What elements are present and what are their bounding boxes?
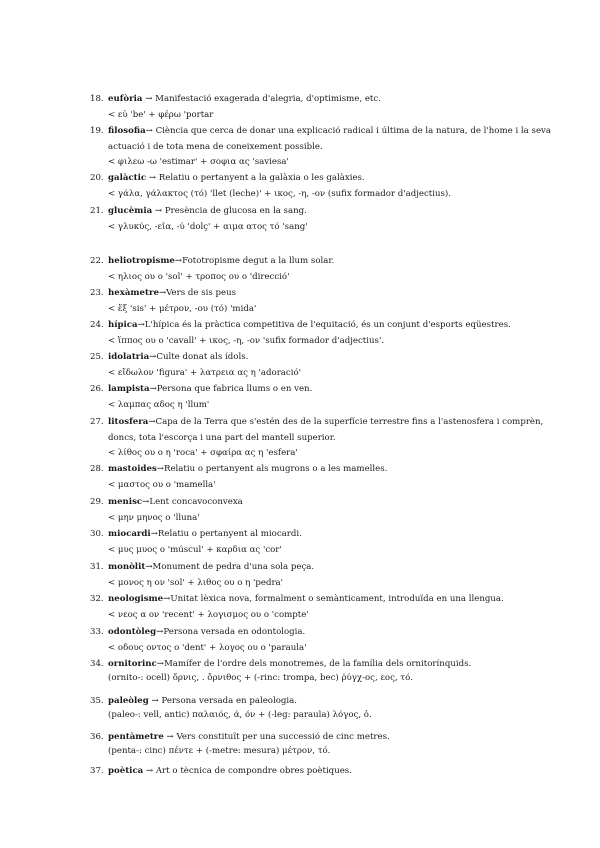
entry-term: menisc bbox=[108, 497, 143, 507]
entry-definition: → Art o tècnica de compondre obres poètiques. bbox=[143, 766, 352, 776]
entry-definition-line bbox=[108, 350, 560, 366]
entry-definition: →Relatiu o pertanyent al miocardi. bbox=[150, 529, 302, 539]
entry-body bbox=[108, 318, 560, 349]
entry-definition: →Persona que fabrica llums o en ven. bbox=[149, 384, 313, 394]
entry-definition-line bbox=[108, 592, 560, 608]
entry-number: 34. bbox=[90, 659, 104, 669]
glossary-entry bbox=[90, 730, 560, 757]
entry-term: heliotropisme bbox=[108, 256, 175, 266]
entry-etymology: (ornito-: ocell) ὄρνις, . ὄρνιθος + (-rinc: trompa, bec) ῥύγχ-ος, εος, τό. bbox=[108, 672, 414, 683]
entry-term: neologisme bbox=[108, 594, 164, 604]
entry-number: 31. bbox=[90, 562, 104, 572]
entry-body bbox=[108, 625, 560, 656]
entry-definition-line bbox=[108, 254, 560, 270]
glossary-entry bbox=[90, 286, 560, 317]
entry-body bbox=[108, 527, 560, 558]
glossary-entry bbox=[90, 171, 560, 202]
entry-number: 23. bbox=[90, 288, 104, 298]
entry-term: galàctic bbox=[108, 173, 147, 183]
entry-number: 28. bbox=[90, 464, 104, 474]
entry-body bbox=[108, 694, 560, 721]
entry-etymology: < γάλα, γάλακτος (τό) 'llet (leche)' + ικος, -η, -ον (sufix formador d'adjectius). bbox=[108, 188, 451, 199]
entry-etymology: < μην μηνος ο 'lluna' bbox=[108, 512, 200, 523]
entry-term: glucèmia bbox=[108, 206, 153, 216]
entry-term: litosfera bbox=[108, 417, 149, 427]
entry-term: paleòleg bbox=[108, 696, 149, 706]
entry-definition-line bbox=[108, 171, 560, 187]
glossary-entry bbox=[90, 592, 560, 623]
entry-term: monòlit bbox=[108, 562, 146, 572]
glossary-entry bbox=[90, 495, 560, 526]
entry-etymology: < εἴδωλον 'figura' + λατρεια ας η 'adoració' bbox=[108, 367, 302, 378]
entry-number: 35. bbox=[90, 696, 104, 706]
glossary-entry bbox=[90, 625, 560, 656]
entry-term: ornitorinc bbox=[108, 659, 157, 669]
entry-number: 29. bbox=[90, 497, 104, 507]
entry-definition-line bbox=[108, 204, 560, 220]
entry-number: 24. bbox=[90, 320, 104, 330]
entry-number: 32. bbox=[90, 594, 104, 604]
entry-term: pentàmetre bbox=[108, 732, 164, 742]
entry-definition-line bbox=[108, 694, 560, 710]
entry-definition-line bbox=[108, 382, 560, 398]
glossary-entry bbox=[90, 657, 560, 684]
entry-definition: → Ciència que cerca de donar una explicació radical i última de la natura, de l'home i la seva actuació i de tota mena de coneixement possible. bbox=[108, 126, 552, 152]
glossary-entry bbox=[90, 415, 560, 462]
entry-body bbox=[108, 657, 560, 684]
entry-etymology: (penta-: cinc) πέντε + (-metre: mesura) μέτρον, τό. bbox=[108, 745, 331, 756]
entry-etymology: < λαμπας αδος η 'llum' bbox=[108, 399, 210, 410]
glossary-entry bbox=[90, 462, 560, 493]
entry-term: miocardi bbox=[108, 529, 151, 539]
entry-term: odontòleg bbox=[108, 627, 157, 637]
entry-etymology: < γλυκύς, -εῖα, -ύ 'dolç' + αιμα ατος τό 'sang' bbox=[108, 221, 308, 232]
entry-body bbox=[108, 124, 560, 171]
entry-number: 36. bbox=[90, 732, 104, 742]
entry-definition: →Mamífer de l'ordre dels monotremes, de la família dels ornitorínquids. bbox=[156, 659, 472, 669]
entry-definition: → Manifestació exagerada d'alegria, d'optimisme, etc. bbox=[142, 94, 381, 104]
entry-etymology: < μαστος ου ο 'mamella' bbox=[108, 479, 216, 490]
entry-definition-line bbox=[108, 657, 560, 673]
entry-etymology: < ἵππος ου ο 'cavall' + ικος, -η, -ον 'sufix formador d'adjectius'. bbox=[108, 335, 385, 346]
entry-body bbox=[108, 382, 560, 413]
entry-definition-line bbox=[108, 462, 560, 478]
entry-definition: → Persona versada en paleologia. bbox=[148, 696, 297, 706]
entry-etymology: < ἕξ 'sis' + μέτρον, -ου (τό) 'mida' bbox=[108, 303, 257, 314]
entry-definition: → Vers constituït per una successió de cinc metres. bbox=[163, 732, 390, 742]
entry-etymology: < ηλιος ου ο 'sol' + τροπος ου ο 'direcció' bbox=[108, 271, 290, 282]
entry-number: 21. bbox=[90, 206, 104, 216]
entry-body bbox=[108, 462, 560, 493]
entry-term: idolatria bbox=[108, 352, 150, 362]
entry-term: mastoides bbox=[108, 464, 157, 474]
entry-body bbox=[108, 171, 560, 202]
entry-definition-line bbox=[108, 92, 560, 108]
entry-body bbox=[108, 730, 560, 757]
glossary-entry bbox=[90, 318, 560, 349]
entry-definition-line bbox=[108, 124, 560, 155]
glossary-entry bbox=[90, 350, 560, 381]
entry-definition: →Culte donat als ídols. bbox=[149, 352, 249, 362]
entry-etymology: < οδους οντος ο 'dent' + λογος ου ο 'paraula' bbox=[108, 642, 307, 653]
entry-definition-line bbox=[108, 560, 560, 576]
entry-etymology: (paleo-: vell, antic) παλαιός, ά, όν + (-leg: paraula) λόγος, ὁ. bbox=[108, 709, 372, 720]
entry-term: lampista bbox=[108, 384, 150, 394]
entry-number: 22. bbox=[90, 256, 104, 266]
entry-number: 20. bbox=[90, 173, 104, 183]
entry-body bbox=[108, 204, 560, 235]
entry-definition-line bbox=[108, 415, 560, 446]
entry-definition: →Persona versada en odontologia. bbox=[156, 627, 306, 637]
entry-definition: →Capa de la Terra que s'estén des de la superfície terrestre fins a l'astenosfera i comprèn, doncs, tota l'escorça i una part del mantell superior. bbox=[108, 417, 544, 443]
glossary-entry bbox=[90, 764, 560, 780]
entry-definition: →Vers de sis peus bbox=[158, 288, 237, 298]
entry-definition: →Monument de pedra d'una sola peça. bbox=[145, 562, 315, 572]
entry-body bbox=[108, 92, 560, 123]
entry-definition: →L'hípica és la pràctica competitiva de l'equitació, és un conjunt d'esports eqüestres. bbox=[137, 320, 511, 330]
entry-number: 30. bbox=[90, 529, 104, 539]
entry-definition: →Fototropisme degut a la llum solar. bbox=[174, 256, 335, 266]
entry-number: 33. bbox=[90, 627, 104, 637]
glossary-entry bbox=[90, 254, 560, 285]
entry-number: 37. bbox=[90, 766, 104, 776]
entry-etymology: < φιλεω -ω 'estimar' + σοφια ας 'saviesa' bbox=[108, 157, 289, 167]
glossary-entry bbox=[90, 382, 560, 413]
entry-definition-line bbox=[108, 764, 560, 780]
entry-body bbox=[108, 592, 560, 623]
entry-definition: →Relatiu o pertanyent als mugrons o a les mamelles. bbox=[156, 464, 388, 474]
entry-term: eufòria bbox=[108, 94, 143, 104]
glossary-entry bbox=[90, 204, 560, 235]
entry-number: 19. bbox=[90, 126, 104, 136]
entry-etymology: < μονος η ον 'sol' + λιθος ου ο η 'pedra' bbox=[108, 577, 284, 588]
entry-etymology: < εὐ 'be' + φέρω 'portar bbox=[108, 109, 214, 120]
entry-definition-line bbox=[108, 286, 560, 302]
entry-term: poètica bbox=[108, 766, 144, 776]
entry-definition-line bbox=[108, 527, 560, 543]
entry-number: 25. bbox=[90, 352, 104, 362]
entry-body bbox=[108, 764, 560, 780]
entry-etymology: < λίθος ου ο η 'roca' + σφαίρα ας η 'esfera' bbox=[108, 448, 298, 458]
entry-definition: →Lent concavoconvexa bbox=[142, 497, 243, 507]
glossary-entry bbox=[90, 124, 560, 171]
entry-number: 18. bbox=[90, 94, 104, 104]
entry-definition-line bbox=[108, 495, 560, 511]
entry-body bbox=[108, 350, 560, 381]
entry-term: hexàmetre bbox=[108, 288, 159, 298]
entry-definition-line bbox=[108, 625, 560, 641]
entry-body bbox=[108, 286, 560, 317]
entry-etymology: < νεος α ον 'recent' + λογισμος ου ο 'compte' bbox=[108, 609, 309, 620]
entry-definition: → Presència de glucosa en la sang. bbox=[152, 206, 307, 216]
entry-term: filosofia bbox=[108, 126, 146, 136]
entry-etymology: < μυς μυος ο 'múscul' + καρδια ας 'cor' bbox=[108, 544, 282, 555]
entry-definition-line bbox=[108, 730, 560, 746]
glossary-entry bbox=[90, 560, 560, 591]
entry-body bbox=[108, 495, 560, 526]
entry-definition: → Relatiu o pertanyent a la galàxia o les galàxies. bbox=[146, 173, 365, 183]
glossary-entry bbox=[90, 694, 560, 721]
entry-body bbox=[108, 254, 560, 285]
glossary-entry bbox=[90, 527, 560, 558]
entry-definition-line bbox=[108, 318, 560, 334]
entry-definition: →Unitat lèxica nova, formalment o semànticament, introduïda en una llengua. bbox=[163, 594, 504, 604]
entry-term: hípica bbox=[108, 320, 138, 330]
glossary-entry bbox=[90, 92, 560, 123]
entry-number: 27. bbox=[90, 417, 104, 427]
entry-number: 26. bbox=[90, 384, 104, 394]
entry-body bbox=[108, 415, 560, 462]
entry-body bbox=[108, 560, 560, 591]
